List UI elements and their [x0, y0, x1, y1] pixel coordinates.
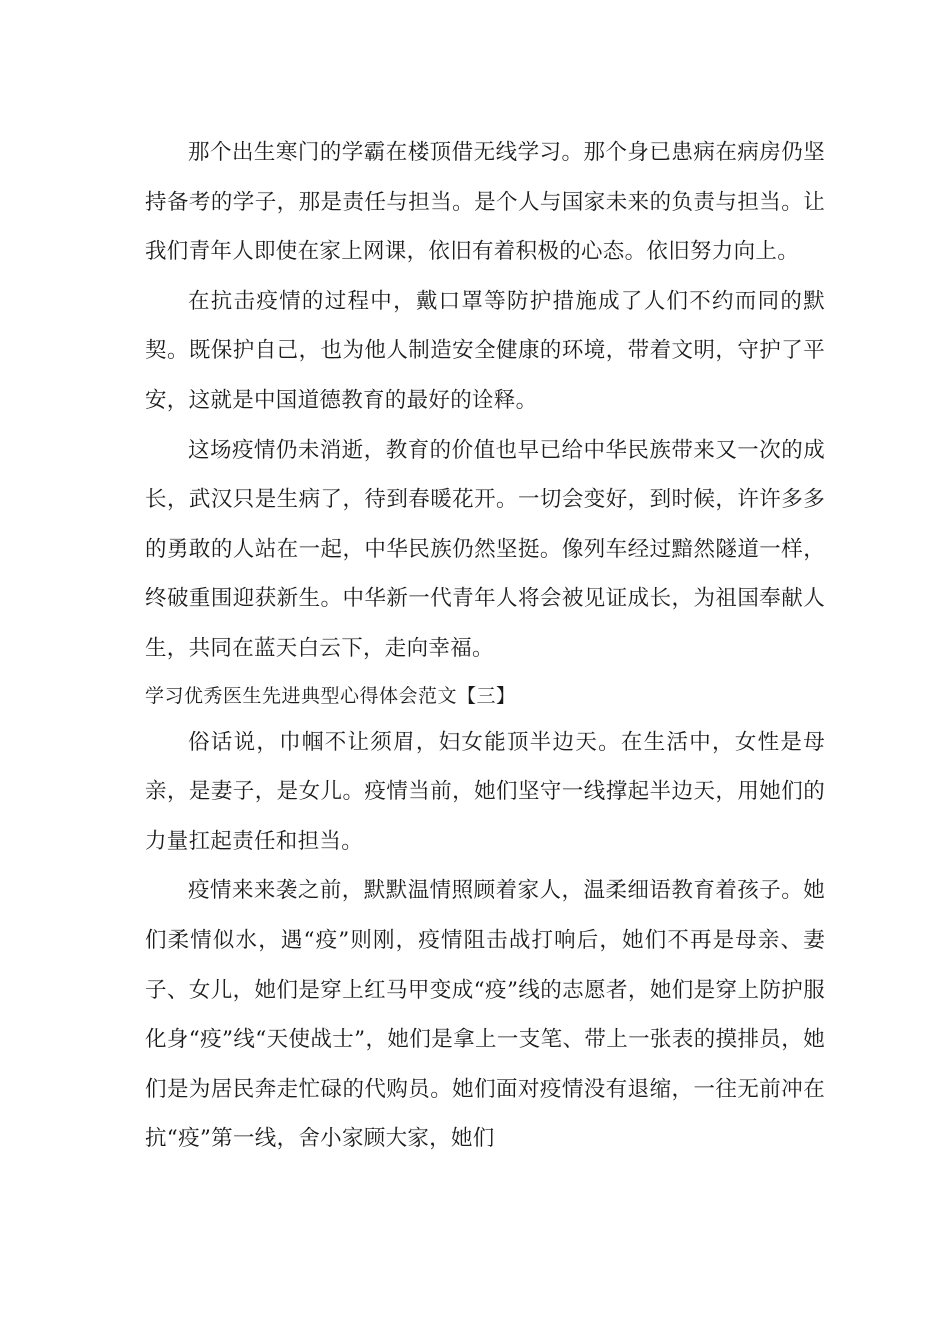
paragraph-5: 疫情来来袭之前，默默温情照顾着家人，温柔细语教育着孩子。她们柔情似水，遇“疫”则刚，疫情阻击战打响后，她们不再是母亲、妻子、女儿，她们是穿上红马甲变成“疫”线的志愿者，她们是穿上防护服化身“疫”线“天使战士”，她们是拿上一支笔、带上一张表的摸排员，她们是为居民奔走忙碌的代购员。她们面对疫情没有退缩，一往无前冲在抗“疫”第一线，舍小家顾大家，她们	[145, 878, 825, 1152]
document-body	[145, 128, 825, 1164]
paragraph-3: 这场疫情仍未消逝，教育的价值也早已给中华民族带来又一次的成长，武汉只是生病了，待到春暖花开。一切会变好，到时候，许许多多的勇敢的人站在一起，中华民族仍然坚挺。像列车经过黯然隧道一样，终破重围迎获新生。中华新一代青年人将会被见证成长，为祖国奉献人生，共同在蓝天白云下，走向幸福。	[145, 437, 825, 661]
paragraph-1: 那个出生寒门的学霸在楼顶借无线学习。那个身已患病在病房仍坚持备考的学子，那是责任与担当。是个人与国家未来的负责与担当。让我们青年人即使在家上网课，依旧有着积极的心态。依旧努力向上。	[145, 140, 825, 265]
paragraph-2: 在抗击疫情的过程中，戴口罩等防护措施成了人们不约而同的默契。既保护自己，也为他人制造安全健康的环境，带着文明，守护了平安，这就是中国道德教育的最好的诠释。	[145, 288, 825, 413]
paragraph-4: 俗话说，巾帼不让须眉，妇女能顶半边天。在生活中，女性是母亲，是妻子，是女儿。疫情当前，她们坚守一线撑起半边天，用她们的力量扛起责任和担当。	[145, 729, 825, 854]
section-heading: 学习优秀医生先进典型心得体会范文【三】	[145, 684, 516, 707]
